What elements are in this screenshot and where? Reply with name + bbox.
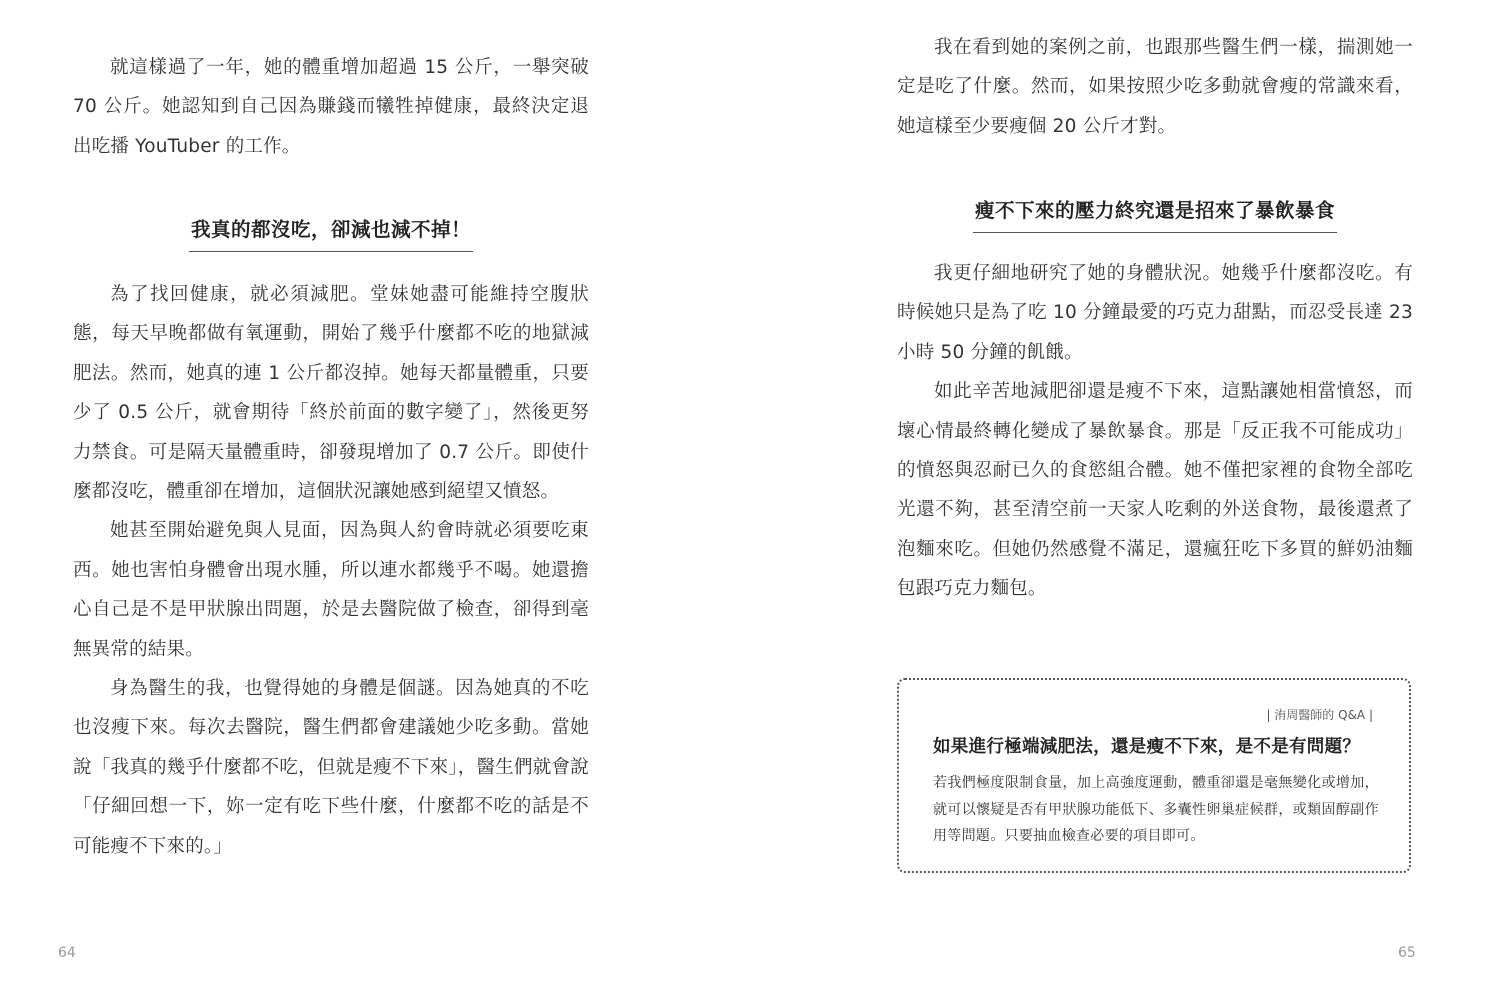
- section-heading-right: 瘦不下來的壓力終究還是招來了暴飲暴食: [973, 195, 1337, 233]
- right-page: [743, 0, 1486, 1000]
- left-intro-block: [73, 48, 589, 166]
- right-paragraph-2: 我更仔細地研究了她的身體狀況。她幾乎什麼都沒吃。有時候她只是為了吃 10 分鐘最愛的巧克力甜點，而忍受長達 23 小時 50 分鐘的飢餓。: [897, 263, 1413, 363]
- left-paragraph-4: 身為醫生的我，也覺得她的身體是個謎。因為她真的不吃也沒瘦下來。每次去醫院，醫生們都會建議她少吃多動。當她說「我真的幾乎什麼都不吃，但就是瘦不下來」，醫生們就會說「仔細回想一下，妳一定有吃下些什麼，什麼都不吃的話是不可能瘦不下來的。」: [73, 678, 589, 857]
- right-paragraph-3: 如此辛苦地減肥卻還是瘦不下來，這點讓她相當憤怒，而壞心情最終轉化變成了暴飲暴食。那是「反正我不可能成功」的憤怒與忍耐已久的食慾組合體。她不僅把家裡的食物全部吃光還不夠，甚至清空前一天家人吃剩的外送食物，最後還煮了泡麵來吃。但她仍然感覺不滿足，還瘋狂吃下多買的鮮奶油麵包跟巧克力麵包。: [897, 381, 1413, 600]
- left-body-block: [73, 275, 589, 866]
- qa-body: 若我們極度限制食量，加上高強度運動，體重卻還是毫無變化或增加，就可以懷疑是否有甲狀腺功能低下、多囊性卵巢症候群，或類固醇副作用等問題。只要抽血檢查必要的項目即可。: [933, 775, 1379, 844]
- left-heading-block: [73, 214, 589, 254]
- page-number-left: 64: [58, 945, 76, 961]
- qa-title: 如果進行極端減肥法，還是瘦不下來，是不是有問題？: [933, 737, 1361, 757]
- section-heading-left: 我真的都沒吃，卻減也減不掉！: [189, 214, 473, 252]
- right-heading-block: [897, 195, 1413, 235]
- left-paragraph-3: 她甚至開始避免與人見面，因為與人約會時就必須要吃東西。她也害怕身體會出現水腫，所以連水都幾乎不喝。她還擔心自己是不是甲狀腺出問題，於是去醫院做了檢查，卻得到毫無異常的結果。: [73, 520, 589, 660]
- right-body-block: [897, 254, 1413, 609]
- right-intro-block: [897, 28, 1413, 146]
- left-paragraph-2: 為了找回健康，就必須減肥。堂妹她盡可能維持空腹狀態，每天早晚都做有氧運動，開始了幾乎什麼都不吃的地獄減肥法。然而，她真的連 1 公斤都沒掉。她每天都量體重，只要少了 0.5 公斤，就會期待「終於前面的數字變了」，然後更努力禁食。可是隔天量體重時，卻發現增加了 0.7 公斤。即使什麼都沒吃，體重卻在增加，這個狀況讓她感到絕望又憤怒。: [73, 284, 589, 503]
- qa-tag: | 洧周醫師的 Q&A |: [1266, 708, 1373, 722]
- right-paragraph-1: 我在看到她的案例之前，也跟那些醫生們一樣，揣測她一定是吃了什麼。然而，如果按照少吃多動就會瘦的常識來看，她這樣至少要瘦個 20 公斤才對。: [897, 37, 1413, 137]
- left-paragraph-1: 就這樣過了一年，她的體重增加超過 15 公斤，一舉突破 70 公斤。她認知到自己因為賺錢而犧牲掉健康，最終決定退出吃播 YouTuber 的工作。: [73, 57, 589, 157]
- qa-callout-box: [897, 678, 1411, 873]
- page-number-right: 65: [1398, 945, 1416, 961]
